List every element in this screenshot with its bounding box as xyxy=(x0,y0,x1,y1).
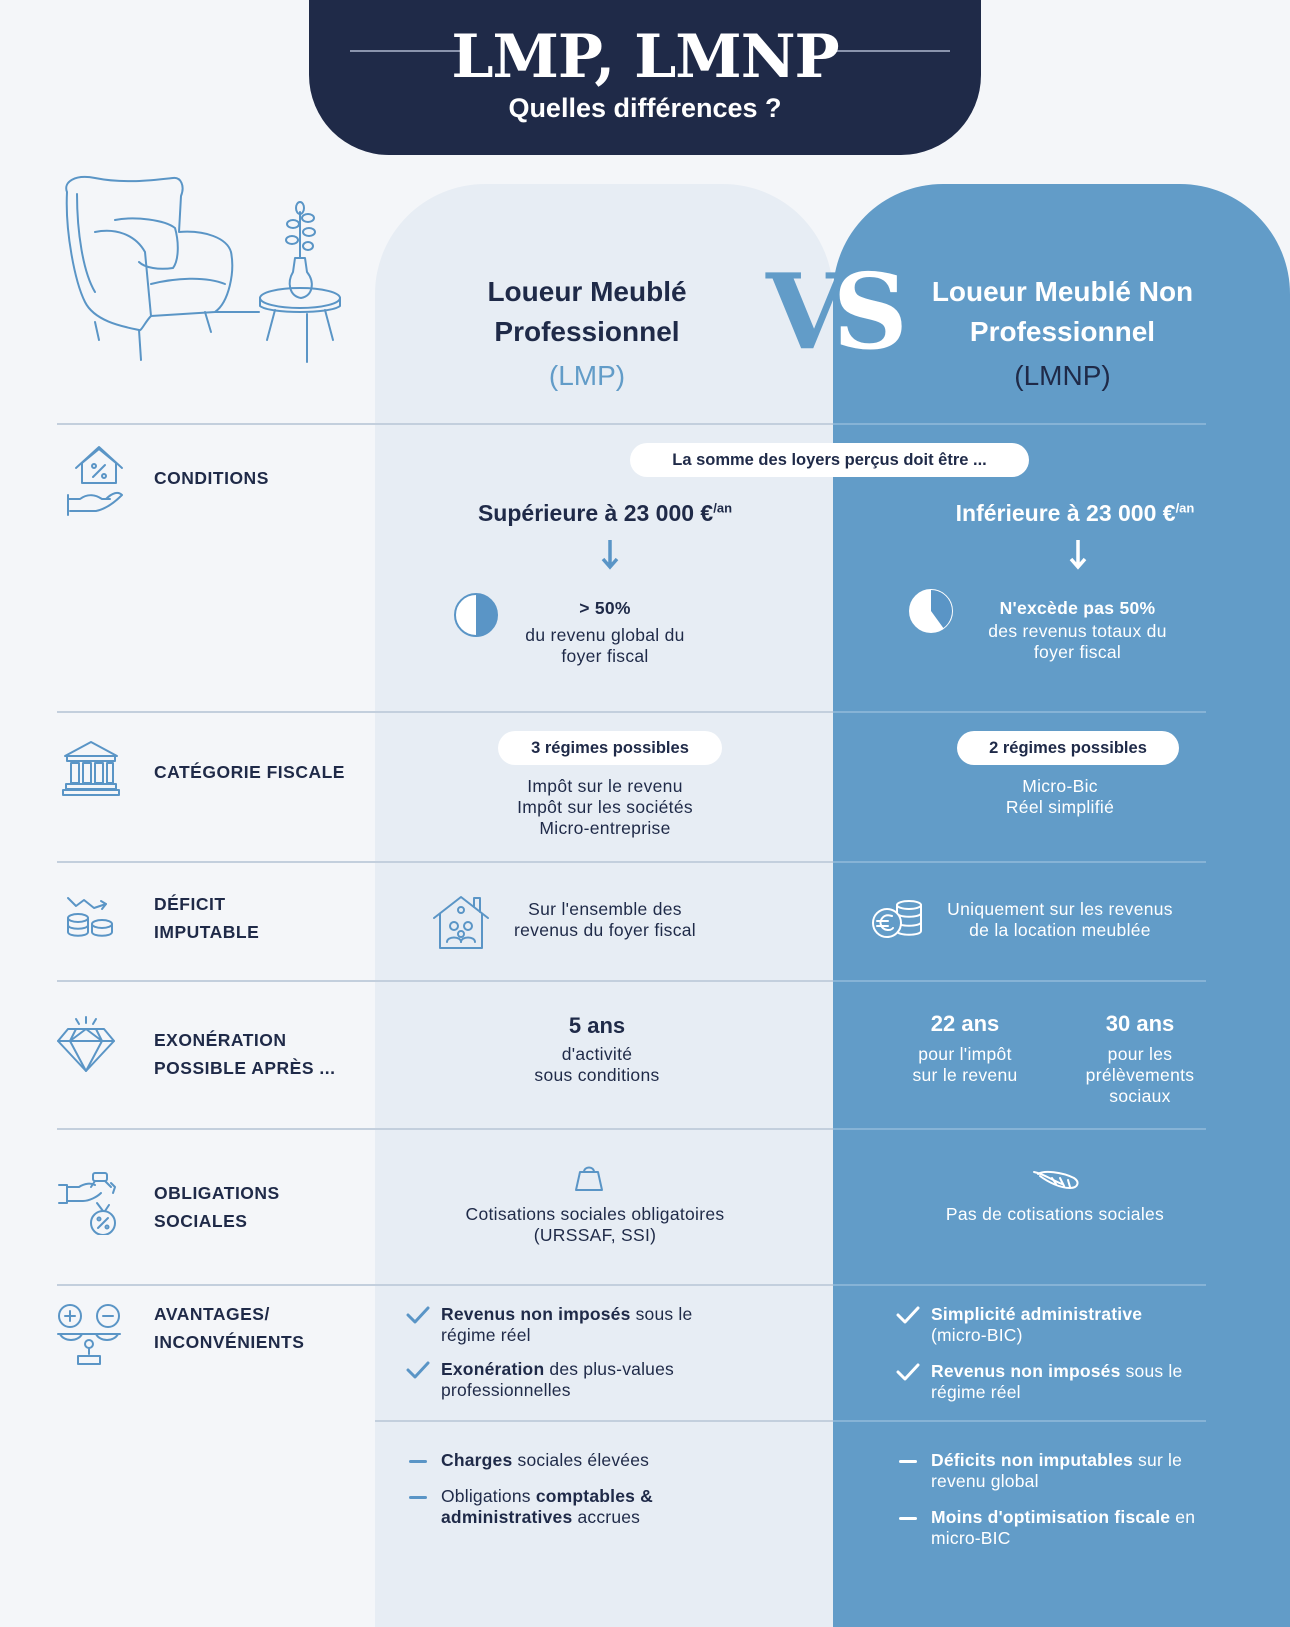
check-icon xyxy=(406,1306,430,1324)
lmnp-con-2-line2: micro-BIC xyxy=(931,1528,1011,1548)
divider xyxy=(57,711,833,713)
row-label-exoneration-line1: EXONÉRATION xyxy=(154,1030,287,1050)
lmp-con-2 xyxy=(441,1486,771,1528)
divider xyxy=(57,423,833,425)
lmnp-exoneration-ir-years: 22 ans xyxy=(930,1011,1000,1036)
lmp-pro-1-line2: régime réel xyxy=(441,1325,531,1345)
lmnp-exoneration-ps-years: 30 ans xyxy=(1105,1011,1175,1036)
lmnp-pro-1 xyxy=(931,1304,1261,1346)
house-family-icon xyxy=(432,894,490,950)
lmnp-title-line2: Professionnel xyxy=(969,316,1156,347)
vs-letter-v: V xyxy=(766,250,833,373)
lmp-obligations-line2: (URSSAF, SSI) xyxy=(533,1225,657,1245)
lmnp-obligations-text: Pas de cotisations sociales xyxy=(945,1204,1165,1224)
lmp-pro-2-rest: des plus-values xyxy=(544,1359,674,1379)
diamond-icon xyxy=(56,1015,116,1073)
lmnp-exoneration-ps-line1: pour les xyxy=(1107,1044,1173,1064)
lmnp-threshold-unit: /an xyxy=(1175,500,1195,516)
lmp-pro-1-rest: sous le xyxy=(630,1304,693,1324)
lmp-con-2-pre: Obligations xyxy=(441,1486,536,1506)
lmp-regimes-list xyxy=(440,776,770,839)
lmnp-con-2 xyxy=(931,1507,1276,1549)
check-icon xyxy=(896,1363,920,1381)
lmp-percent-desc-line2: foyer fiscal xyxy=(561,646,649,666)
lmnp-pro-2-rest: sous le xyxy=(1120,1361,1183,1381)
row-label-exoneration-line2: POSSIBLE APRÈS ... xyxy=(154,1058,336,1078)
feather-icon xyxy=(1032,1168,1082,1192)
row-label-obligations-line1: OBLIGATIONS xyxy=(154,1183,280,1203)
lmp-con-1-rest: sociales élevées xyxy=(512,1450,650,1470)
lmnp-con-2-bold: Moins d'optimisation fiscale xyxy=(931,1507,1171,1527)
lmp-pro-1 xyxy=(441,1304,771,1346)
divider xyxy=(375,1420,833,1422)
check-icon xyxy=(406,1361,430,1379)
row-label-obligations-line2: SOCIALES xyxy=(154,1211,248,1231)
dash-icon xyxy=(899,1517,917,1520)
row-label-deficit xyxy=(154,890,259,946)
euro-coins-icon xyxy=(871,899,925,939)
row-label-exoneration xyxy=(154,1026,335,1082)
lmp-title-line2: Professionnel xyxy=(494,316,680,347)
lmp-pro-1-bold: Revenus non imposés xyxy=(441,1304,631,1324)
lmp-con-2-line2-rest: accrues xyxy=(572,1507,641,1527)
lmnp-con-1 xyxy=(931,1450,1271,1492)
lmnp-con-1-rest: sur le xyxy=(1133,1450,1183,1470)
row-label-categorie-fiscale: CATÉGORIE FISCALE xyxy=(154,762,345,782)
list-item: Micro-Bic xyxy=(1022,776,1098,796)
dash-icon xyxy=(899,1460,917,1463)
row-label-deficit-line1: DÉFICIT xyxy=(154,894,226,914)
lmp-abbr: (LMP) xyxy=(548,360,626,391)
lmnp-deficit-line1: Uniquement sur les revenus xyxy=(947,899,1173,919)
lmnp-exoneration-ir-desc xyxy=(885,1044,1045,1086)
row-label-avantages xyxy=(154,1300,304,1356)
lmnp-exoneration-ir-line1: pour l'impôt xyxy=(918,1044,1012,1064)
row-label-deficit-line2: IMPUTABLE xyxy=(154,922,260,942)
lmnp-pro-1-bold: Simplicité administrative xyxy=(931,1304,1143,1324)
arrow-down-icon xyxy=(600,538,620,572)
lmnp-exoneration-ps-desc xyxy=(1060,1044,1220,1107)
lmnp-percent-desc xyxy=(965,621,1190,663)
divider xyxy=(833,861,1206,863)
lmnp-con-2-rest: en xyxy=(1170,1507,1196,1527)
row-label-avantages-line1: AVANTAGES/ xyxy=(154,1304,270,1324)
row-label-conditions: CONDITIONS xyxy=(154,468,269,488)
divider xyxy=(57,980,833,982)
lmp-con-2-line2-bold: administratives xyxy=(441,1507,573,1527)
lmnp-exoneration-ps-line2: prélèvements xyxy=(1085,1065,1195,1085)
bank-building-icon xyxy=(62,740,120,796)
lmnp-abbr: (LMNP) xyxy=(1014,360,1111,391)
lmnp-title-line1: Loueur Meublé Non xyxy=(931,276,1194,307)
lmp-pro-2 xyxy=(441,1359,771,1401)
lmnp-deficit-text xyxy=(925,899,1195,941)
divider xyxy=(833,423,1206,425)
lmp-pro-2-line2: professionnelles xyxy=(441,1380,571,1400)
lmp-exoneration-line1: d'activité xyxy=(561,1044,633,1064)
divider xyxy=(57,861,833,863)
list-item: Micro-entreprise xyxy=(539,818,671,838)
lmnp-pro-2 xyxy=(931,1361,1261,1403)
lmp-pro-2-bold: Exonération xyxy=(441,1359,545,1379)
lmp-con-2-bold: comptables & xyxy=(535,1486,653,1506)
lmp-percent-desc xyxy=(505,625,705,667)
lmnp-title xyxy=(880,272,1245,352)
lmnp-exoneration-ps-line3: sociaux xyxy=(1109,1086,1171,1106)
balance-scale-icon xyxy=(56,1304,122,1366)
lmnp-regimes-list xyxy=(900,776,1220,818)
lmp-obligations-text xyxy=(430,1204,760,1246)
lmp-title-line1: Loueur Meublé xyxy=(487,276,687,307)
vs-badge xyxy=(766,250,894,373)
lmp-threshold xyxy=(440,500,770,527)
armchair-illustration xyxy=(55,172,355,377)
lmp-con-1 xyxy=(441,1450,771,1471)
lmnp-pro-1-line2: (micro-BIC) xyxy=(931,1325,1023,1345)
lmp-deficit-line2: revenus du foyer fiscal xyxy=(514,920,696,940)
lmp-threshold-value: Supérieure à 23 000 € xyxy=(477,500,714,526)
list-item: Impôt sur le revenu xyxy=(527,776,683,796)
conditions-pill: La somme des loyers perçus doit être ... xyxy=(630,443,1029,477)
lmp-exoneration-line2: sous conditions xyxy=(534,1065,660,1085)
pie-partial-icon xyxy=(908,588,954,634)
page-subtitle: Quelles différences ? xyxy=(508,93,782,123)
lmp-deficit-line1: Sur l'ensemble des xyxy=(528,899,682,919)
list-item: Impôt sur les sociétés xyxy=(517,797,693,817)
list-item: Réel simplifié xyxy=(1005,797,1115,817)
lmnp-pro-2-line2: régime réel xyxy=(931,1382,1021,1402)
lmp-con-1-bold: Charges xyxy=(441,1450,513,1470)
divider xyxy=(833,1420,1206,1422)
lmnp-percent-desc-line2: foyer fiscal xyxy=(1033,642,1122,662)
lmp-threshold-unit: /an xyxy=(713,500,733,516)
weight-icon xyxy=(574,1164,604,1192)
lmnp-exoneration-ir-line2: sur le revenu xyxy=(912,1065,1018,1085)
divider xyxy=(833,1128,1206,1130)
divider xyxy=(833,711,1206,713)
check-icon xyxy=(896,1306,920,1324)
lmnp-percent-desc-line1: des revenus totaux du xyxy=(988,621,1167,641)
lmnp-threshold xyxy=(910,500,1240,527)
lmnp-pro-2-bold: Revenus non imposés xyxy=(931,1361,1121,1381)
lmp-title xyxy=(375,272,799,352)
lmp-percent-desc-line1: du revenu global du xyxy=(525,625,685,645)
lmp-exoneration-years: 5 ans xyxy=(568,1013,626,1038)
house-percent-hand-icon xyxy=(66,443,124,518)
vs-letter-s: S xyxy=(832,250,894,373)
row-label-obligations xyxy=(154,1179,280,1235)
lmp-regimes-pill: 3 régimes possibles xyxy=(498,731,722,765)
divider xyxy=(57,1128,833,1130)
lmnp-con-1-line2: revenu global xyxy=(931,1471,1039,1491)
dash-icon xyxy=(409,1496,427,1499)
coins-trend-down-icon xyxy=(66,894,114,938)
lmnp-regimes-pill: 2 régimes possibles xyxy=(957,731,1179,765)
page-title: LMP, LMNP xyxy=(451,22,839,92)
lmnp-deficit-line2: de la location meublée xyxy=(969,920,1151,940)
lmp-percent: > 50% xyxy=(579,598,631,618)
lmp-exoneration-desc xyxy=(492,1044,702,1086)
lmnp-con-1-bold: Déficits non imputables xyxy=(931,1450,1133,1470)
divider xyxy=(833,1284,1206,1286)
lmnp-threshold-value: Inférieure à 23 000 € xyxy=(955,500,1176,526)
lmp-deficit-text xyxy=(490,899,720,941)
divider xyxy=(833,980,1206,982)
arrow-down-icon xyxy=(1068,538,1088,572)
lmnp-percent: N'excède pas 50% xyxy=(999,598,1156,618)
dash-icon xyxy=(409,1460,427,1463)
row-label-avantages-line2: INCONVÉNIENTS xyxy=(154,1332,305,1352)
hand-moneybag-icon xyxy=(57,1171,117,1235)
lmp-obligations-line1: Cotisations sociales obligatoires xyxy=(465,1204,725,1224)
pie-half-icon xyxy=(453,592,499,638)
divider xyxy=(57,1284,833,1286)
